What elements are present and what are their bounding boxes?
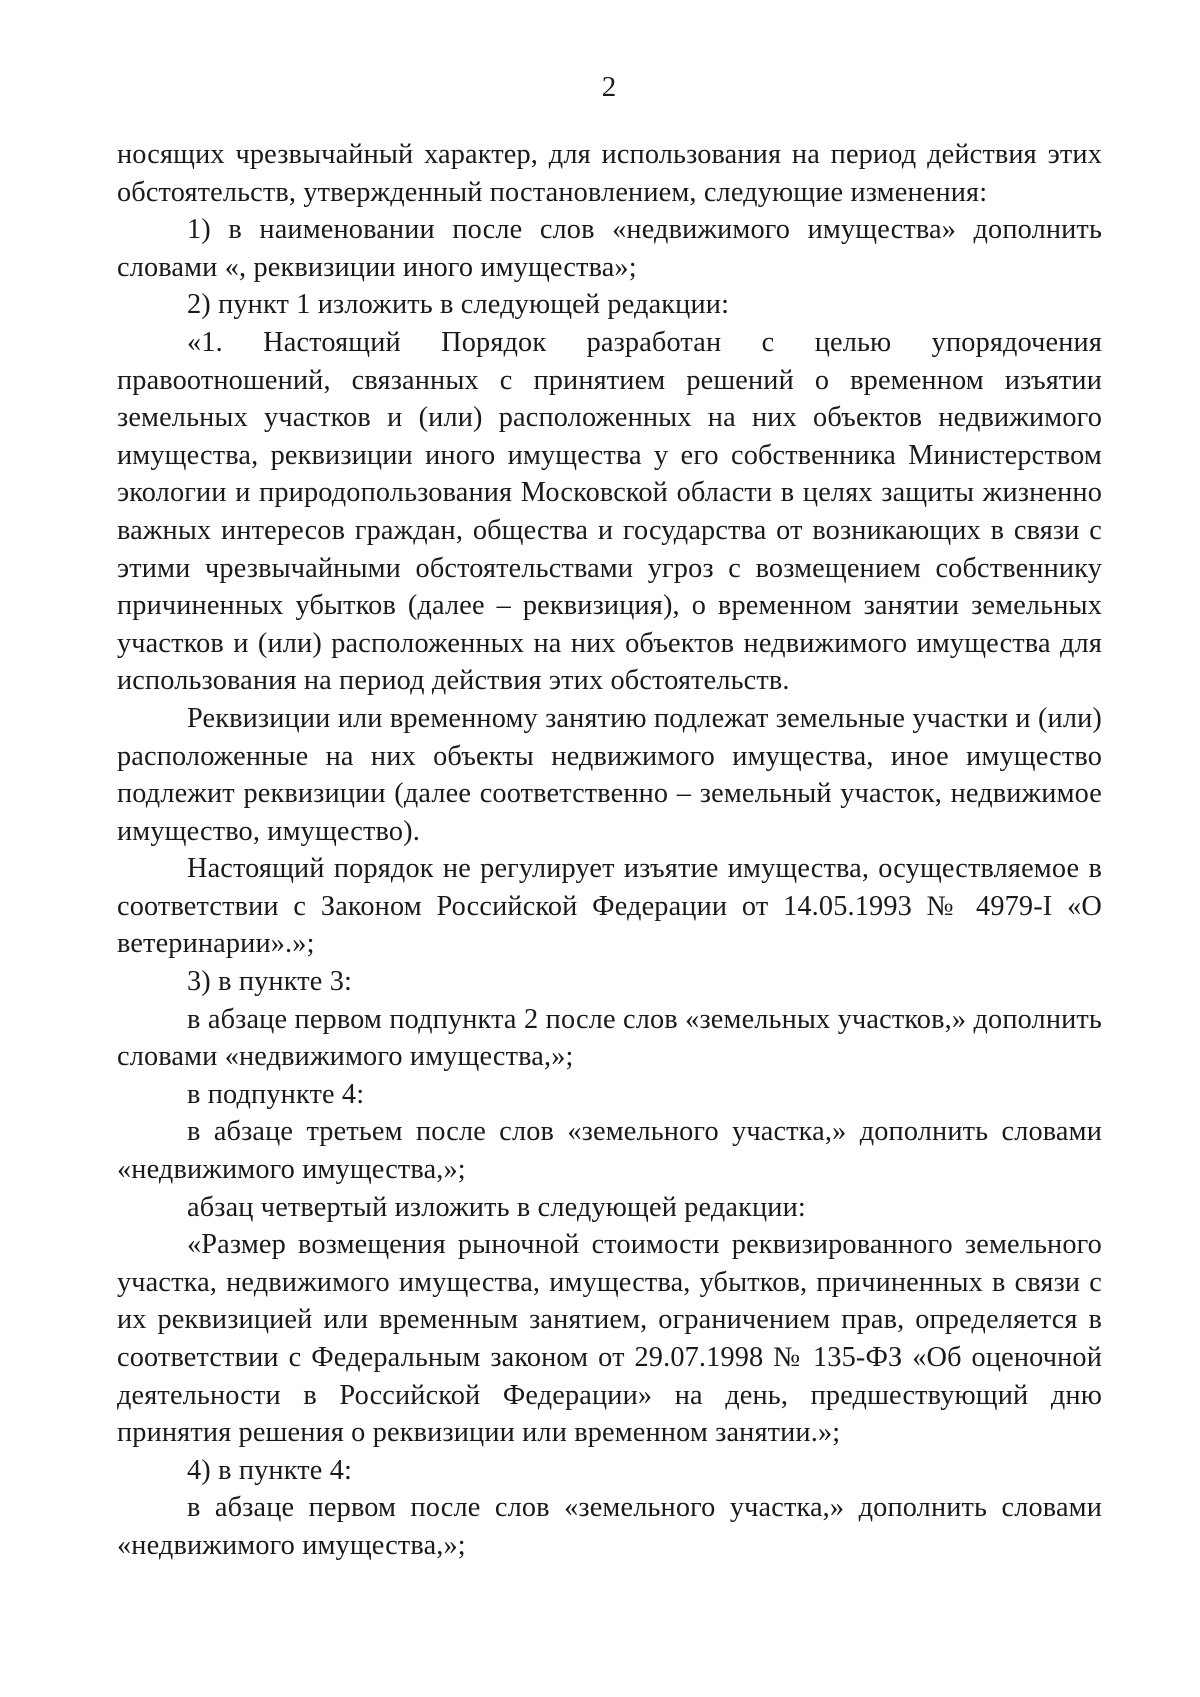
paragraph-third-abzac-amendment: в абзаце третьем после слов «земельного участка,» дополнить словами «недвижимого имущества,»; [117, 1116, 1102, 1186]
paragraph-fourth-abzac-intro: абзац четвертый изложить в следующей редакции: [187, 1191, 806, 1223]
paragraph-item-1: 1) в наименовании после слов «недвижимого имущества» дополнить словами «, реквизиции иного имущества»; [117, 214, 1102, 283]
page-number: 2 [601, 71, 617, 103]
paragraph-subpoint-2-amendment: в абзаце первом подпункта 2 после слов «земельных участков,» дополнить словами «недвижимого имущества,»; [117, 1003, 1102, 1073]
document-body [117, 136, 1102, 1565]
paragraph-first-abzac-amendment: в абзаце первом после слов «земельного участка,» дополнить словами «недвижимого имущества,»; [117, 1492, 1102, 1561]
paragraph-item-3: 3) в пункте 3: [187, 966, 353, 998]
paragraph-item-4: 4) в пункте 4: [187, 1454, 353, 1486]
paragraph-subpoint-4: в подпункте 4: [187, 1078, 365, 1110]
paragraph-item-2: 2) пункт 1 изложить в следующей редакции: [187, 289, 730, 321]
paragraph-compensation-text: «Размер возмещения рыночной стоимости реквизированного земельного участка, недвижимого имущества, имущества, убытков, причиненных в связи с их реквизицией или временным занятием, ограничением прав, определяется в соответствии с Федеральным законом от 29.07.1998 № 135-ФЗ «Об оценочной деятельности в Российской Федерации» на день, предшествующий дню принятия решения о реквизиции или временном занятии.»; [117, 1229, 1102, 1449]
paragraph-veterinary-exclusion: Настоящий порядок не регулирует изъятие имущества, осуществляемое в соответствии с Законом Российской Федерации от 14.05.1993 № 4979-I «О ветеринарии».»; [117, 853, 1102, 960]
paragraph-continuation: носящих чрезвычайный характер, для использования на период действия этих обстоятельств, утвержденный постановлением, следующие изменения: [117, 139, 1102, 208]
paragraph-requisition-scope: Реквизиции или временному занятию подлежат земельные участки и (или) расположенные на них объекты недвижимого имущества, иное имущество подлежит реквизиции (далее соответственно – земельный участок, недвижимое имущество, имущество). [117, 702, 1102, 847]
paragraph-quoted-point-1: «1. Настоящий Порядок разработан с целью упорядочения правоотношений, связанных с принятием решений о временном изъятии земельных участков и (или) расположенных на них объектов недвижимого имущества, реквизиции иного имущества у его собственника Министерством экологии и природопользования Московской области в целях защиты жизненно важных интересов граждан, общества и государства от возникающих в связи с этими чрезвычайными обстоятельствами угроз с возмещением собственнику причиненных убытков (далее – реквизиция), о временном занятии земельных участков и (или) расположенных на них объектов недвижимого имущества для использования на период действия этих обстоятельств. [117, 326, 1102, 697]
